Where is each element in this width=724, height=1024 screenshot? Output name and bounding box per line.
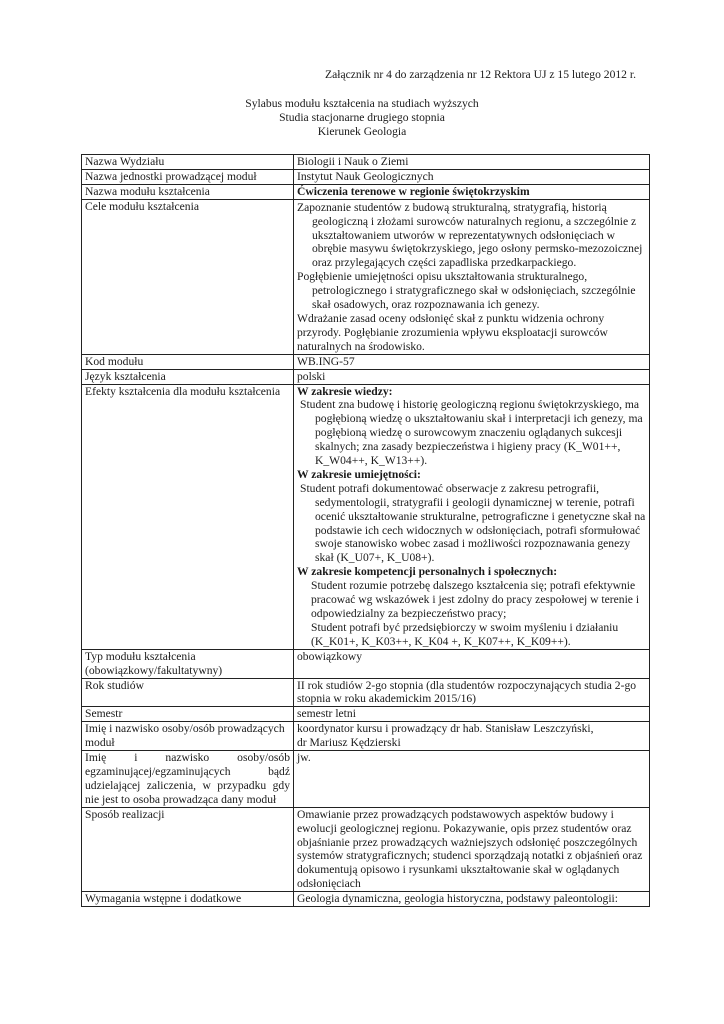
table-row <box>82 678 650 707</box>
row-label-module-name: Nazwa modułu kształcenia <box>82 184 294 199</box>
row-value-code: WB.ING-57 <box>294 354 650 369</box>
instructors-line-2: dr Mariusz Kędzierski <box>297 736 401 750</box>
table-row <box>82 892 650 907</box>
row-value-unit: Instytut Nauk Geologicznych <box>294 169 650 184</box>
table-row <box>82 384 650 649</box>
row-value-method: Omawianie przez prowadzących podstawowych aspektów budowy i ewolucji geologicznej regionu. Pokazywanie, opis przez studentów oraz objaśnianie przez prowadzących ważniejszych odsłonięć poszczególnych systemów stratygraficznych; studenci sporządzają notatki z objaśnień oraz dokumentują opisowo i rysunkami ukształtowanie skał w oglądanych odsłonięciach <box>294 807 650 891</box>
table-row <box>82 707 650 722</box>
goal-3: Wdrażanie zasad oceny odsłonięć skał z punktu widzenia ochrony przyrody. Pogłębianie zrozumienia wpływu eksploatacji surowców naturalnych na środowisko. <box>297 311 608 353</box>
annex-note: Załącznik nr 4 do zarządzenia nr 12 Rektora UJ z 15 lutego 2012 r. <box>325 68 636 81</box>
row-label-code: Kod modułu <box>82 354 294 369</box>
row-value-module-name: Ćwiczenia terenowe w regionie świętokrzyskim <box>294 184 650 199</box>
row-label-requirements: Wymagania wstępne i dodatkowe <box>82 892 294 907</box>
table-row <box>82 199 650 354</box>
row-label-faculty: Nazwa Wydziału <box>82 155 294 170</box>
row-value-goals <box>294 199 650 354</box>
row-value-requirements: Geologia dynamiczna, geologia historyczna, podstawy paleontologii: <box>294 892 650 907</box>
row-label-examiners: Imię i nazwisko osoby/osób egzaminującej/egzaminujących bądź udzielającej zaliczenia, w przypadku gdy nie jest to osoba prowadząca dany moduł <box>82 751 294 808</box>
row-label-goals: Cele modułu kształcenia <box>82 199 294 354</box>
row-value-year: II rok studiów 2-go stopnia (dla studentów rozpoczynających studia 2-go stopnia w roku akademickim 2015/16) <box>294 678 650 707</box>
row-label-instructors: Imię i nazwisko osoby/osób prowadzących moduł <box>82 722 294 751</box>
effects-knowledge-heading: W zakresie wiedzy: <box>297 384 393 398</box>
heading-line-2: Studia stacjonarne drugiego stopnia <box>279 111 445 124</box>
row-value-language: polski <box>294 369 650 384</box>
row-label-unit: Nazwa jednostki prowadzącej moduł <box>82 169 294 184</box>
row-value-semester: semestr letni <box>294 707 650 722</box>
goal-1: Zapoznanie studentów z budową strukturalną, stratygrafią, historią geologiczną i złożami surowców naturalnych regionu, a szczególnie z ukształtowaniem utworów w reprezentatywnych odsłonięciach w obrębie masywu świętokrzyskiego, jego osłony permsko-mezozoicznej oraz przylegających części zapadliska przedkarpackiego. <box>297 200 643 270</box>
row-value-faculty: Biologii i Nauk o Ziemi <box>294 155 650 170</box>
table-row <box>82 722 650 751</box>
instructors-line-1: koordynator kursu i prowadzący dr hab. Stanisław Leszczyński, <box>297 722 594 736</box>
table-row <box>82 354 650 369</box>
effects-skills-heading: W zakresie umiejętności: <box>297 467 421 481</box>
row-value-effects <box>294 384 650 649</box>
row-value-instructors <box>294 722 650 751</box>
table-row <box>82 184 650 199</box>
row-label-year: Rok studiów <box>82 678 294 707</box>
row-label-semester: Semestr <box>82 707 294 722</box>
table-row <box>82 807 650 891</box>
heading-line-3: Kierunek Geologia <box>317 125 407 138</box>
effects-competence-1: Student rozumie potrzebę dalszego kształcenia się; potrafi efektywnie pracować wg wskazówek i jest zdolny do pracy zespołowej w terenie i odpowiedzialny za bezpieczeństwo pracy; <box>311 579 640 620</box>
effects-competence-heading: W zakresie kompetencji personalnych i społecznych: <box>297 565 558 579</box>
table-row <box>82 751 650 808</box>
row-label-type: Typ modułu kształcenia (obowiązkowy/fakultatywny) <box>82 649 294 678</box>
row-label-language: Język kształcenia <box>82 369 294 384</box>
effects-competence-2: Student potrafi być przedsiębiorczy w swoim myśleniu i działaniu (K_K01+, K_K03++, K_K04 +, K_K07++, K_K09++). <box>311 620 619 648</box>
effects-knowledge: Student zna budowę i historię geologiczną regionu świętokrzyskiego, ma pogłębioną wiedzę o ukształtowaniu skał i interpretacji ich genezy, ma pogłębioną wiedzę o surowcowym znaczeniu oglądanych sukcesji skalnych; zna zasady bezpieczeństwa i higieny pracy (K_W01++, K_W04++, K_W13++). <box>300 398 643 468</box>
document-heading <box>0 97 724 139</box>
heading-line-1: Sylabus modułu kształcenia na studiach wyższych <box>245 97 479 110</box>
goal-2: Pogłębienie umiejętności opisu ukształtowania strukturalnego, petrologicznego i stratygraficznego skał w odsłonięciach, szczególnie skał osadowych, oraz rozpoznawania ich genezy. <box>297 270 636 312</box>
table-row <box>82 369 650 384</box>
row-label-method: Sposób realizacji <box>82 807 294 891</box>
effects-skills: Student potrafi dokumentować obserwacje z zakresu petrografii, sedymentologii, stratygrafii i geologii dynamicznej w terenie, potrafi ocenić ukształtowanie strukturalne, petrograficzne i genetyczne skał na podstawie ich cech widocznych w odsłonięciach, potrafi sformułować swoje stanowisko wobec zasad i możliwości rozpoznawania genezy skał (K_U07+, K_U08+). <box>300 481 646 565</box>
table-row <box>82 155 650 170</box>
row-value-type: obowiązkowy <box>294 649 650 678</box>
table-row <box>82 649 650 678</box>
row-label-effects: Efekty kształcenia dla modułu kształcenia <box>82 384 294 649</box>
table-row <box>82 169 650 184</box>
row-value-examiners: jw. <box>294 751 650 808</box>
syllabus-table <box>81 154 650 907</box>
